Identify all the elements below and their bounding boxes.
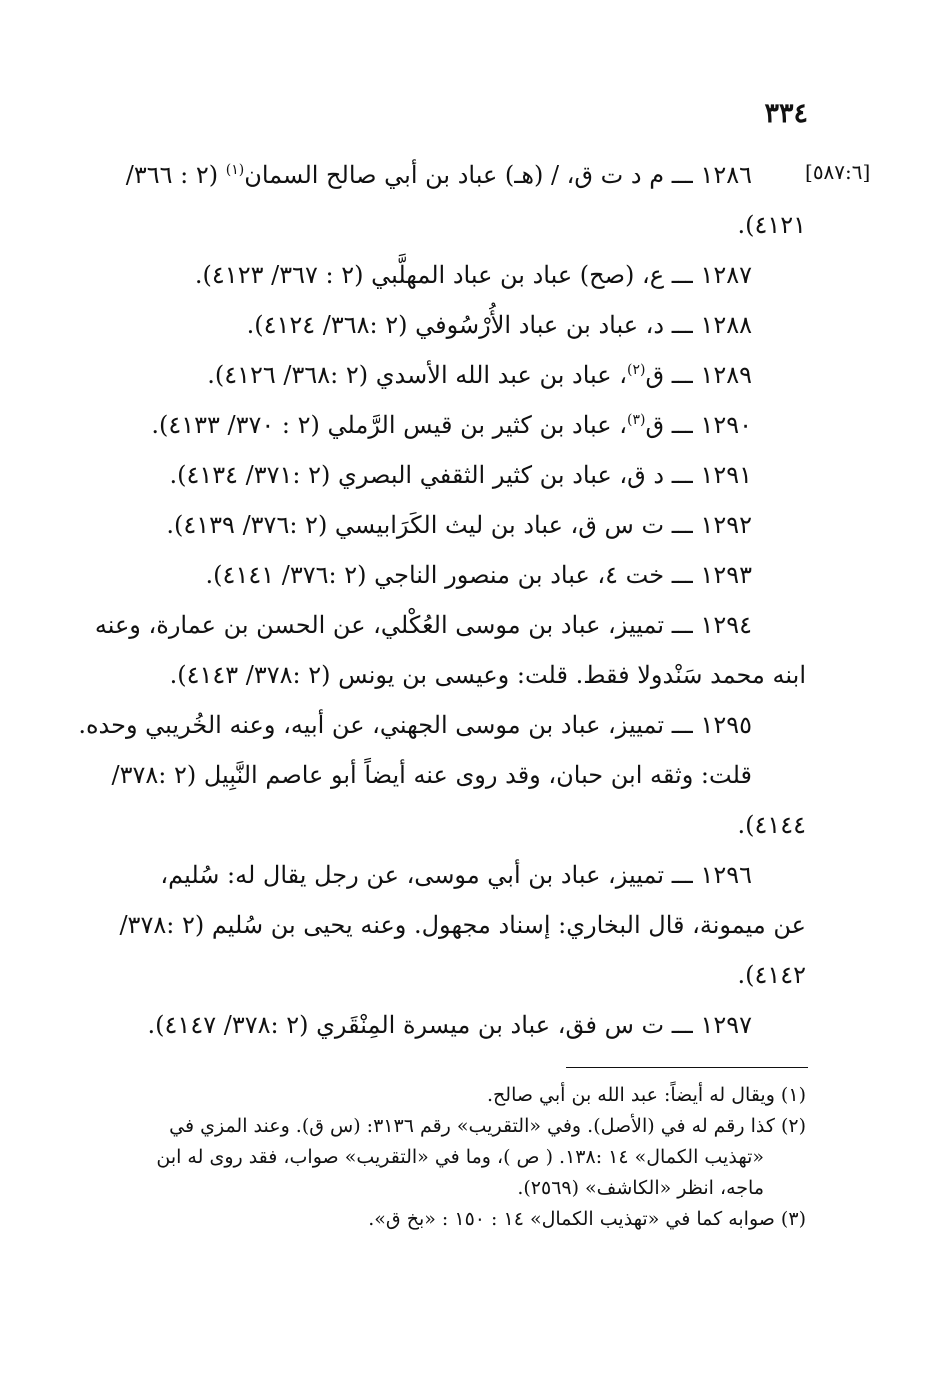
footnote-2-line-3: ماجه، انظر «الكاشف» (٢٥٦٩).: [517, 1177, 764, 1199]
entry-1296-line-2: عن ميمونة، قال البخاري: إسناد مجهول. وعنه يحيى بن سُليم (٢ :٣٧٨/: [119, 911, 806, 939]
footnote-marker-1[interactable]: (١): [225, 162, 245, 178]
page-number: ٣٣٤: [764, 98, 808, 129]
entry-1286-line-2: ٤١٢١).: [737, 211, 806, 239]
footnote-marker-3[interactable]: (٣): [626, 412, 646, 428]
entry-1286-line-1: ١٢٨٦ ـــ م د ت ق، / (هـ) عباد بن أبي صالح السمان$^{(١)}$ (٢ : ٣٦٦/: [125, 161, 752, 189]
entry-1295-line-3: ٤١٤٤).: [737, 811, 806, 839]
main-text: [78, 150, 806, 1050]
entry-1294-line-2: ابنه محمد سَنْدولا فقط. قلت: وعيسى بن يونس (٢ :٣٧٨/ ٤١٤٣).: [169, 661, 806, 689]
entry-1289: ١٢٨٩ ـــ ق$^{(٢)}$، عباد بن عبد الله الأسدي (٢ :٣٦٨/ ٤١٢٦).: [207, 361, 752, 389]
footnote-3: (٣) صوابه كما في «تهذيب الكمال» ١٤ : ١٥٠ : «بخ ق».: [368, 1208, 806, 1230]
footnotes: [84, 1080, 806, 1235]
entry-1293: ١٢٩٣ ـــ خت ٤، عباد بن منصور الناجي (٢ :٣٧٦/ ٤١٤١).: [205, 561, 752, 589]
entry-1294-line-1: ١٢٩٤ ـــ تمييز، عباد بن موسى العُكْلي، عن الحسن بن عمارة، وعنه: [94, 611, 752, 639]
entry-1295-line-1: ١٢٩٥ ـــ تمييز، عباد بن موسى الجهني، عن أبيه، وعنه الخُريبي وحده.: [78, 711, 752, 739]
marginal-reference: [٥٨٧:٦]: [805, 160, 871, 184]
entry-1287: ١٢٨٧ ـــ ع، (صح) عباد بن عباد المهلَّبي (٢ : ٣٦٧/ ٤١٢٣).: [194, 261, 752, 289]
footnote-marker-2[interactable]: (٢): [626, 362, 646, 378]
entry-1296-line-1: ١٢٩٦ ـــ تمييز، عباد بن أبي موسى، عن رجل يقال له: سُليم،: [160, 861, 752, 889]
entry-1296-line-3: ٤١٤٢).: [737, 961, 806, 989]
entry-1291: ١٢٩١ ـــ د ق، عباد بن كثير الثقفي البصري (٢ :٣٧١/ ٤١٣٤).: [169, 461, 752, 489]
footnote-divider: [566, 1067, 808, 1068]
footnote-2-line-1: (٢) كذا رقم له في (الأصل). وفي «التقريب» رقم ٣١٣٦: (س ق). وعند المزي في: [169, 1115, 806, 1137]
footnote-2-line-2: «تهذيب الكمال» ١٤ :١٣٨. ( ص )، وما في «التقريب» صواب، فقد روى له ابن: [156, 1146, 764, 1168]
entry-1295-line-2: قلت: وثقه ابن حبان، وقد روى عنه أيضاً أبو عاصم النَّبِيل (٢ :٣٧٨/: [111, 761, 752, 789]
entry-1288: ١٢٨٨ ـــ د، عباد بن عباد الأُرْسُوفي (٢ :٣٦٨/ ٤١٢٤).: [246, 311, 752, 339]
entry-1292: ١٢٩٢ ـــ ت س ق، عباد بن ليث الكَرَابيسي (٢ :٣٧٦/ ٤١٣٩).: [166, 511, 752, 539]
entry-1297: ١٢٩٧ ـــ ت س فق، عباد بن ميسرة المِنْقَري (٢ :٣٧٨/ ٤١٤٧).: [147, 1011, 752, 1039]
footnote-1: (١) ويقال له أيضاً: عبد الله بن أبي صالح.: [486, 1084, 806, 1106]
entry-1290: ١٢٩٠ ـــ ق$^{(٣)}$، عباد بن كثير بن قيس الرَّملي (٢ : ٣٧٠/ ٤١٣٣).: [151, 411, 752, 439]
